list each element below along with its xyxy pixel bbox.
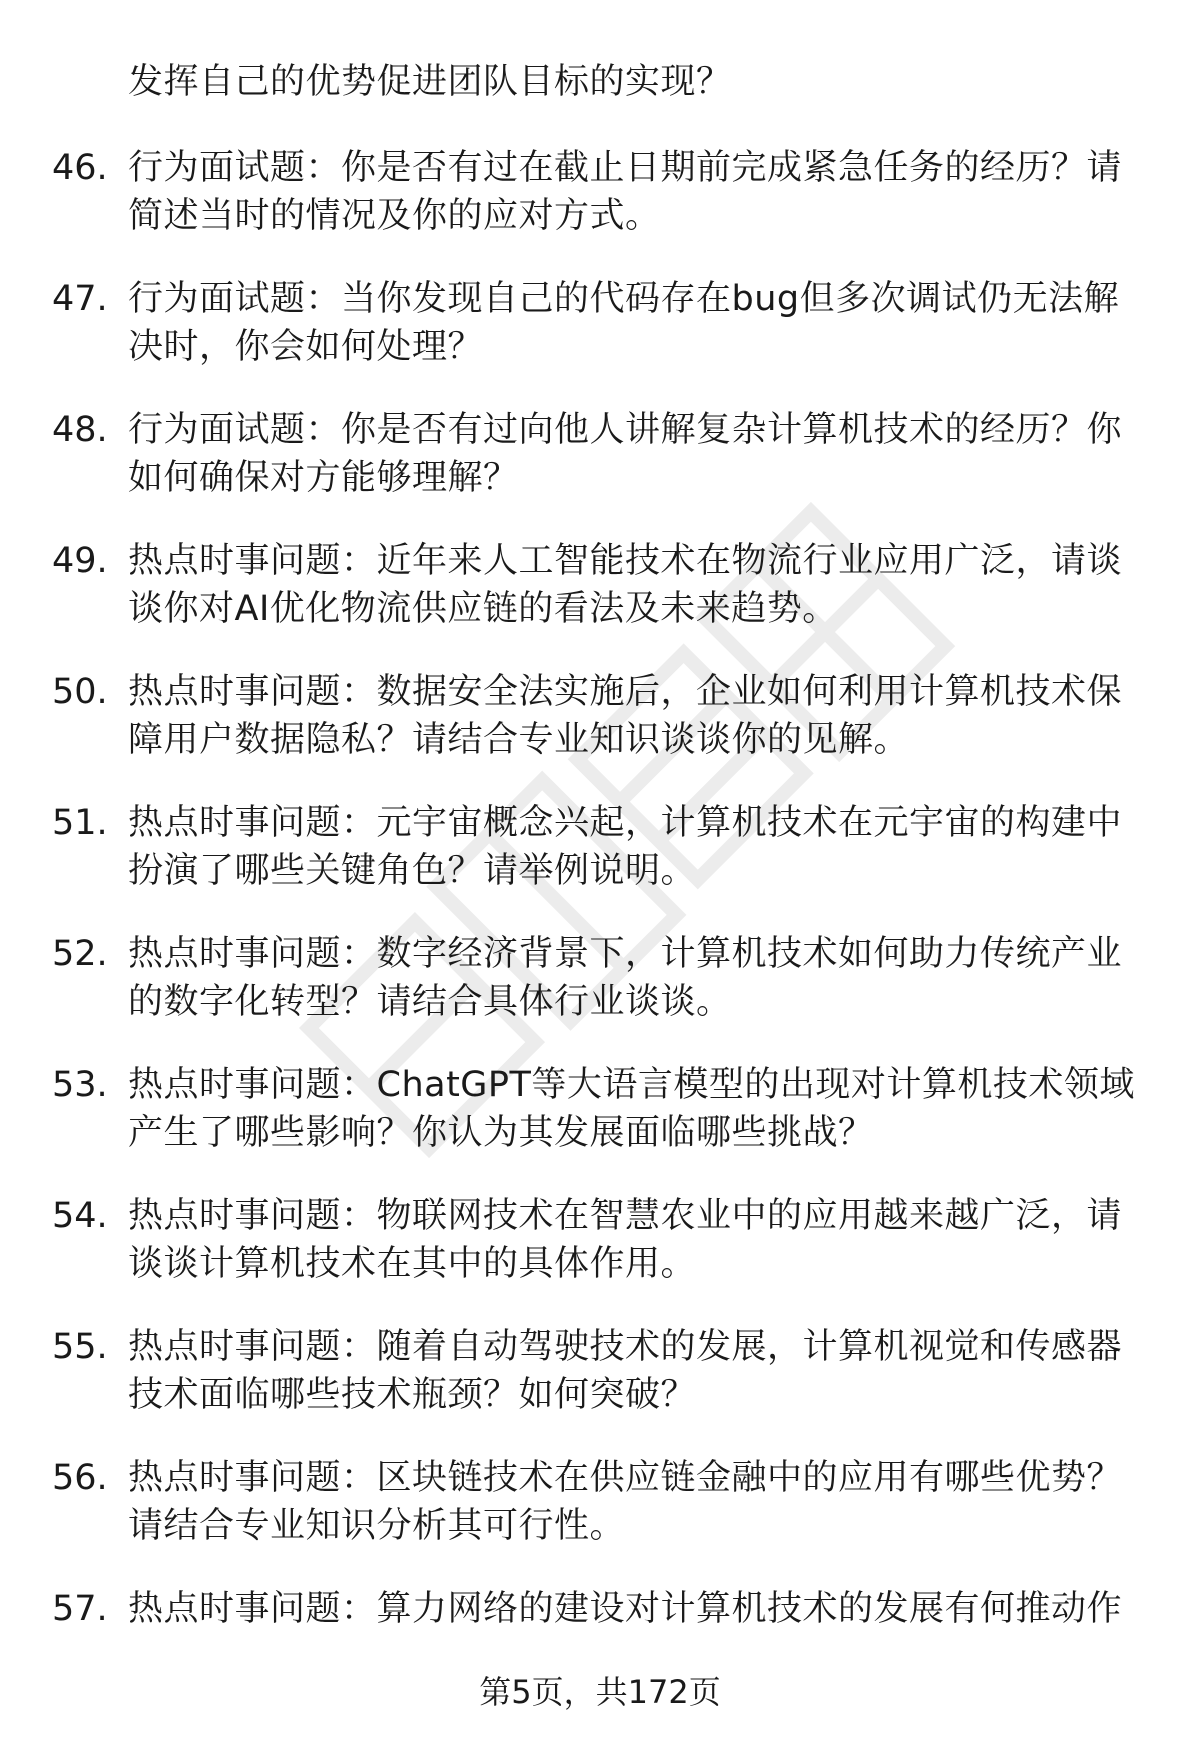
question-item-49 xyxy=(0,537,1200,668)
question-text: 行为面试题：你是否有过向他人讲解复杂计算机技术的经历？你如何确保对方能够理解？ xyxy=(128,410,1123,498)
lead-paragraph: 发挥自己的优势促进团队目标的实现？ xyxy=(128,62,732,102)
question-text: 热点时事问题：近年来人工智能技术在物流行业应用广泛，请谈谈你对AI优化物流供应链的看法及未来趋势。 xyxy=(128,541,1123,629)
question-text: 行为面试题：当你发现自己的代码存在bug但多次调试仍无法解决时，你会如何处理？ xyxy=(128,279,1120,367)
question-number: 54. xyxy=(52,1196,108,1236)
question-number: 50. xyxy=(52,672,108,712)
question-number: 51. xyxy=(52,803,108,843)
question-number: 53. xyxy=(52,1065,108,1105)
question-number: 48. xyxy=(52,410,108,450)
question-item-48 xyxy=(0,406,1200,537)
question-text: 行为面试题：你是否有过在截止日期前完成紧急任务的经历？请简述当时的情况及你的应对方式。 xyxy=(128,148,1123,236)
question-number: 47. xyxy=(52,279,108,319)
question-item-46 xyxy=(0,144,1200,275)
question-text: 热点时事问题：随着自动驾驶技术的发展，计算机视觉和传感器技术面临哪些技术瓶颈？如何突破？ xyxy=(128,1327,1123,1415)
question-number: 57. xyxy=(52,1589,108,1629)
question-item-51 xyxy=(0,799,1200,930)
page-footer: 第5页，共172页 xyxy=(479,1673,721,1711)
question-text: 热点时事问题：ChatGPT等大语言模型的出现对计算机技术领域产生了哪些影响？你认为其发展面临哪些挑战？ xyxy=(128,1065,1135,1153)
question-number: 55. xyxy=(52,1327,108,1367)
question-text: 热点时事问题：元宇宙概念兴起，计算机技术在元宇宙的构建中扮演了哪些关键角色？请举例说明。 xyxy=(128,803,1123,891)
question-text: 热点时事问题：数字经济背景下，计算机技术如何助力传统产业的数字化转型？请结合具体行业谈谈。 xyxy=(128,934,1123,1022)
question-item-55 xyxy=(0,1323,1200,1454)
question-text: 热点时事问题：数据安全法实施后，企业如何利用计算机技术保障用户数据隐私？请结合专业知识谈谈你的见解。 xyxy=(128,672,1123,760)
question-item-54 xyxy=(0,1192,1200,1323)
question-list xyxy=(0,144,1200,1716)
question-number: 52. xyxy=(52,934,108,974)
question-item-52 xyxy=(0,930,1200,1061)
question-item-56 xyxy=(0,1454,1200,1585)
question-item-47 xyxy=(0,275,1200,406)
question-number: 49. xyxy=(52,541,108,581)
question-text: 热点时事问题：算力网络的建设对计算机技术的发展有何推动作 xyxy=(128,1589,1123,1629)
question-number: 46. xyxy=(52,148,108,188)
question-text: 热点时事问题：物联网技术在智慧农业中的应用越来越广泛，请谈谈计算机技术在其中的具体作用。 xyxy=(128,1196,1123,1284)
question-number: 56. xyxy=(52,1458,108,1498)
question-item-50 xyxy=(0,668,1200,799)
question-text: 热点时事问题：区块链技术在供应链金融中的应用有哪些优势？请结合专业知识分析其可行性。 xyxy=(128,1458,1123,1546)
question-item-53 xyxy=(0,1061,1200,1192)
